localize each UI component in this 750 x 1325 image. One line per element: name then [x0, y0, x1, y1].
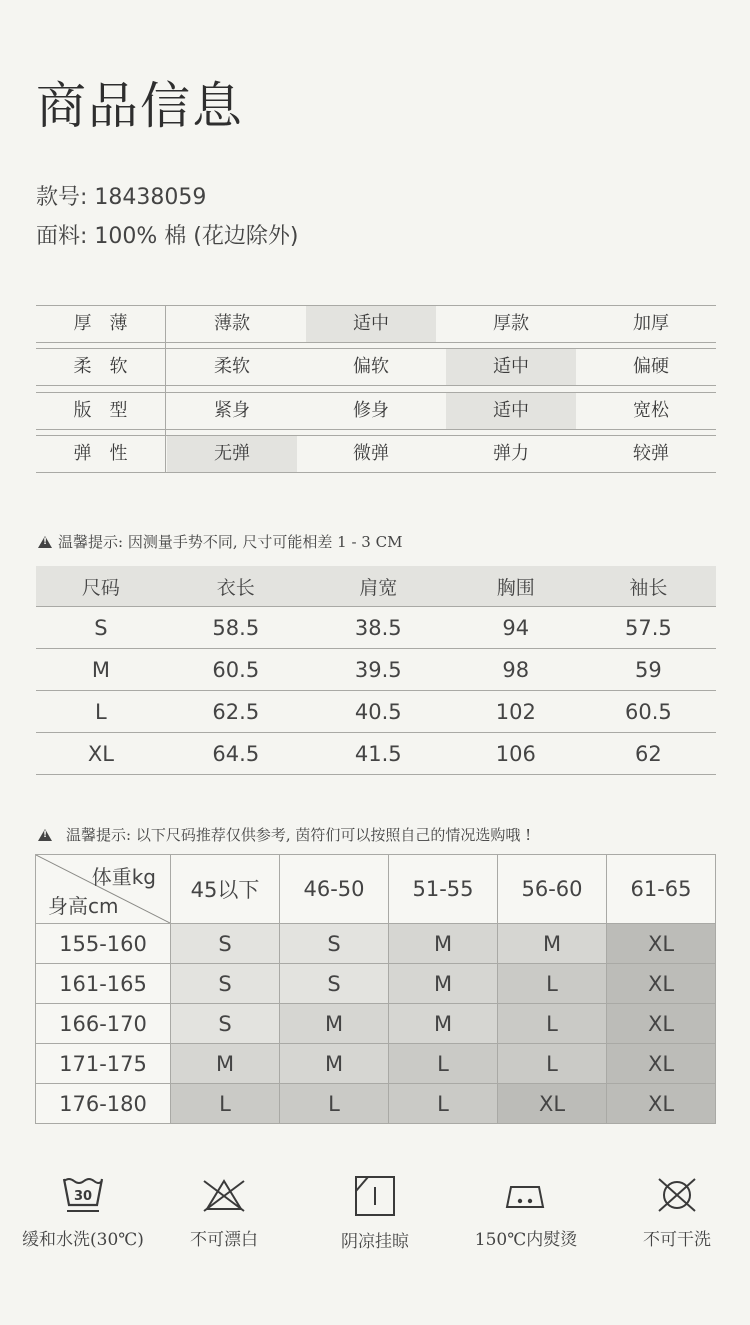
column-header: 尺码 [36, 566, 166, 607]
attribute-option: 偏硬 [633, 356, 669, 377]
attribute-row [36, 305, 716, 343]
column-header: 肩宽 [306, 566, 451, 607]
weight-header: 61-65 [607, 855, 716, 924]
table-cell: 62 [581, 733, 716, 775]
attribute-option: 偏软 [353, 356, 389, 377]
size-cell: S [171, 1004, 280, 1044]
table-row [36, 1084, 716, 1124]
care-label: 不可干洗 [643, 1230, 711, 1250]
tip-measure [38, 531, 402, 552]
warning-icon [38, 536, 52, 548]
attribute-label: 厚薄 [36, 306, 166, 342]
table-row [36, 649, 716, 691]
care-label: 不可漂白 [190, 1230, 258, 1250]
table-row [36, 1004, 716, 1044]
attribute-option: 较弹 [633, 443, 669, 464]
size-cell: L [389, 1084, 498, 1124]
size-cell: M [171, 1044, 280, 1084]
attribute-option: 修身 [353, 400, 389, 421]
attribute-option: 适中 [306, 306, 436, 342]
care-label: 150℃内熨烫 [474, 1230, 578, 1250]
table-cell: 41.5 [306, 733, 451, 775]
table-cell: 64.5 [166, 733, 306, 775]
table-cell: S [36, 607, 166, 649]
page-title: 商品信息 [36, 77, 244, 135]
size-cell: L [389, 1044, 498, 1084]
attribute-option: 微弹 [353, 443, 389, 464]
size-table [36, 566, 716, 775]
size-cell: S [171, 924, 280, 964]
table-cell: 62.5 [166, 691, 306, 733]
recommend-header [36, 855, 716, 924]
table-cell: 106 [451, 733, 581, 775]
table-row [36, 733, 716, 775]
care-item-dryclean [602, 1175, 750, 1250]
care-label: 缓和水洗(30℃) [22, 1230, 144, 1250]
weight-header: 45以下 [171, 855, 280, 924]
height-axis-label: 身高cm [48, 894, 119, 918]
size-cell: XL [607, 1004, 716, 1044]
size-cell: M [498, 924, 607, 964]
table-row [36, 607, 716, 649]
table-cell: 60.5 [581, 691, 716, 733]
table-cell: 60.5 [166, 649, 306, 691]
wash-temp: 30 [73, 1189, 93, 1204]
iron-150-icon [503, 1175, 549, 1215]
size-recommend-table [35, 854, 716, 1124]
no-bleach-icon [201, 1175, 247, 1215]
table-cell: 58.5 [166, 607, 306, 649]
attribute-option: 厚款 [493, 313, 529, 334]
size-cell: M [280, 1004, 389, 1044]
attribute-option: 柔软 [214, 356, 250, 377]
table-cell: 94 [451, 607, 581, 649]
size-cell: S [280, 924, 389, 964]
size-cell: XL [607, 1084, 716, 1124]
care-item-dry [300, 1175, 450, 1252]
size-cell: XL [607, 1044, 716, 1084]
attribute-option: 宽松 [633, 400, 669, 421]
size-cell: XL [607, 924, 716, 964]
size-cell: L [498, 964, 607, 1004]
care-label: 阴凉挂晾 [341, 1232, 409, 1252]
table-cell: 59 [581, 649, 716, 691]
size-cell: XL [498, 1084, 607, 1124]
corner-cell [36, 855, 171, 924]
size-cell: XL [607, 964, 716, 1004]
table-cell: M [36, 649, 166, 691]
care-item-wash [8, 1175, 158, 1250]
size-cell: M [389, 1004, 498, 1044]
attribute-row [36, 435, 716, 473]
size-cell: S [171, 964, 280, 1004]
attribute-option: 适中 [446, 393, 576, 429]
size-cell: L [280, 1084, 389, 1124]
size-cell: S [280, 964, 389, 1004]
table-cell: 57.5 [581, 607, 716, 649]
attribute-option: 紧身 [214, 400, 250, 421]
care-item-iron [451, 1175, 601, 1250]
attribute-row [36, 348, 716, 386]
table-cell: XL [36, 733, 166, 775]
size-cell: L [498, 1004, 607, 1044]
attribute-option: 加厚 [633, 313, 669, 334]
size-cell: M [389, 924, 498, 964]
table-cell: 38.5 [306, 607, 451, 649]
warning-icon [38, 829, 52, 841]
weight-header: 51-55 [389, 855, 498, 924]
care-item-bleach [149, 1175, 299, 1250]
table-cell: 102 [451, 691, 581, 733]
column-header: 胸围 [451, 566, 581, 607]
height-cell: 161-165 [36, 964, 171, 1004]
size-cell: L [498, 1044, 607, 1084]
height-cell: 176-180 [36, 1084, 171, 1124]
attribute-option: 无弹 [167, 436, 297, 472]
table-row [36, 691, 716, 733]
tip-recommend-text: 温馨提示: 以下尺码推荐仅供参考, 茵符们可以按照自己的情况选购哦 ! [66, 826, 532, 844]
table-cell: L [36, 691, 166, 733]
attribute-option: 弹力 [493, 443, 529, 464]
fabric-info: 面料: 100% 棉 (花边除外) [36, 224, 299, 249]
size-cell: M [389, 964, 498, 1004]
no-dry-clean-icon [655, 1175, 699, 1215]
attribute-label: 柔软 [36, 349, 166, 385]
table-row [36, 924, 716, 964]
line-dry-shade-icon [354, 1175, 396, 1217]
tip-recommend [38, 824, 531, 845]
wash-30-icon [61, 1175, 105, 1215]
height-cell: 155-160 [36, 924, 171, 964]
attribute-label: 版型 [36, 393, 166, 429]
height-cell: 171-175 [36, 1044, 171, 1084]
weight-header: 46-50 [280, 855, 389, 924]
attribute-label: 弹性 [36, 436, 166, 472]
table-cell: 40.5 [306, 691, 451, 733]
height-cell: 166-170 [36, 1004, 171, 1044]
size-cell: L [171, 1084, 280, 1124]
attribute-row [36, 392, 716, 430]
weight-header: 56-60 [498, 855, 607, 924]
table-row [36, 1044, 716, 1084]
divider [165, 385, 166, 392]
attribute-option: 薄款 [214, 313, 250, 334]
column-header: 袖长 [581, 566, 716, 607]
style-number: 款号: 18438059 [36, 185, 207, 210]
weight-axis-label: 体重kg [91, 865, 156, 889]
table-cell: 39.5 [306, 649, 451, 691]
column-header: 衣长 [166, 566, 306, 607]
table-cell: 98 [451, 649, 581, 691]
attribute-option: 适中 [446, 349, 576, 385]
size-table-header [36, 566, 716, 607]
tip-measure-text: 温馨提示: 因测量手势不同, 尺寸可能相差 1 - 3 CM [58, 533, 403, 551]
size-cell: M [280, 1044, 389, 1084]
table-row [36, 964, 716, 1004]
